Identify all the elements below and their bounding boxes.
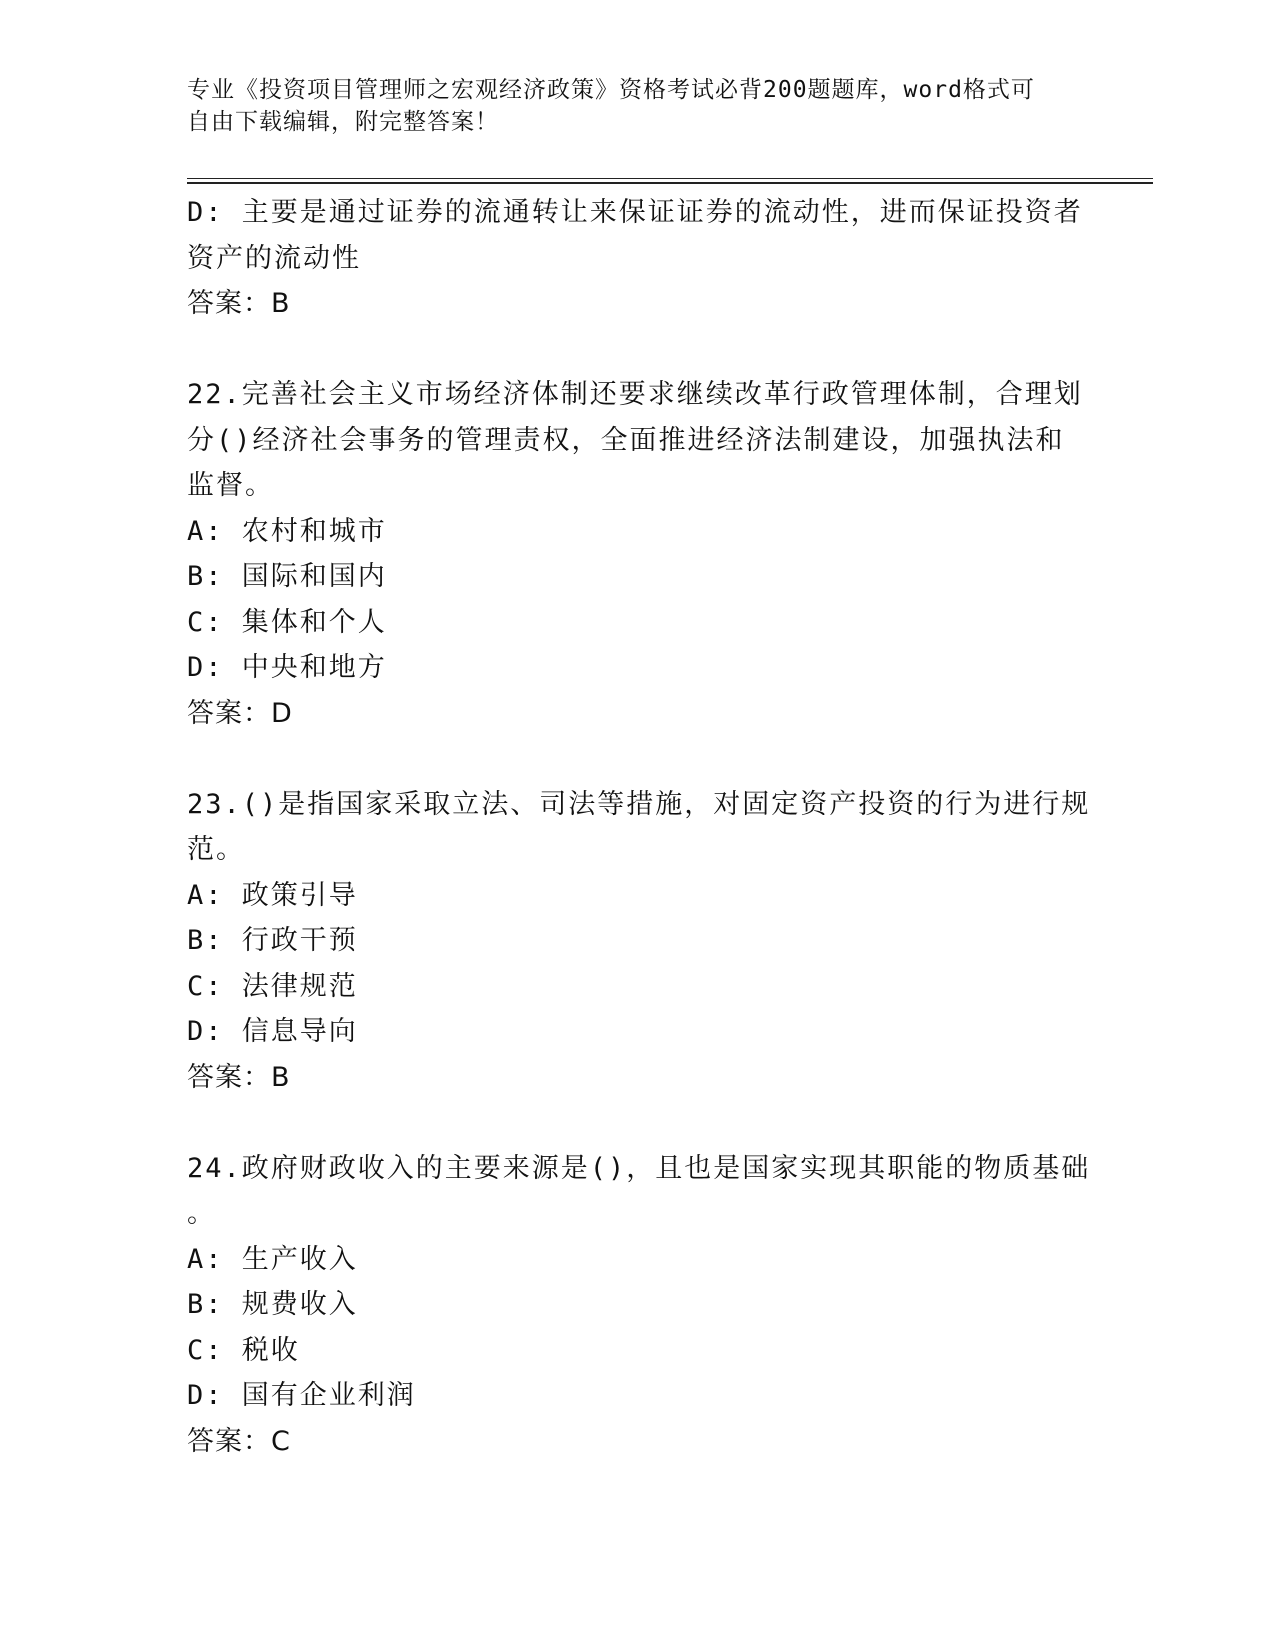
option-c: C: 法律规范 (187, 970, 358, 1002)
spacer (187, 327, 1067, 373)
option-d: D: 国有企业利润 (187, 1380, 416, 1411)
header-title-line-2: 自由下载编辑，附完整答案！ (187, 109, 499, 135)
answer-line: 答案：B (187, 1061, 291, 1093)
answer-line: 答案：B (187, 288, 291, 319)
option-a: A: 农村和城市 (187, 515, 387, 547)
spacer (187, 1100, 1067, 1146)
option-b: B: 行政干预 (187, 925, 358, 956)
option-d-line-2: 资产的流动性 (187, 242, 361, 274)
document-header (187, 74, 1067, 138)
spacer (187, 736, 1067, 782)
option-b: B: 国际和国内 (187, 561, 387, 592)
option-c: C: 集体和个人 (187, 606, 387, 638)
question-22 (187, 372, 1083, 736)
question-21-tail (187, 190, 1083, 327)
option-d-line-1: D: 主要是通过证券的流通转让来保证证券的流动性，进而保证投资者 (187, 197, 1083, 228)
question-text-line-3: 监督。 (187, 470, 274, 501)
header-divider-thick (187, 182, 1153, 184)
option-a: A: 政策引导 (187, 879, 358, 911)
question-text-line-1: 22.完善社会主义市场经济体制还要求继续改革行政管理体制，合理划 (187, 379, 1083, 410)
question-text-line-2: 范。 (187, 834, 245, 865)
header-divider-thin (187, 178, 1153, 179)
answer-line: 答案：C (187, 1425, 291, 1457)
header-title-line-1: 专业《投资项目管理师之宏观经济政策》资格考试必背200题题库，word格式可 (187, 77, 1035, 103)
option-c: C: 税收 (187, 1334, 300, 1366)
question-text-line-1: 24.政府财政收入的主要来源是()，且也是国家实现其职能的物质基础 (187, 1152, 1091, 1184)
question-24 (187, 1146, 1091, 1465)
question-text-line-1: 23.()是指国家采取立法、司法等措施，对固定资产投资的行为进行规 (187, 788, 1091, 820)
question-text-line-2: 分()经济社会事务的管理责权，全面推进经济法制建设，加强执法和 (187, 424, 1065, 456)
answer-line: 答案：D (187, 697, 293, 729)
question-content (187, 190, 1091, 1464)
question-text-line-2: 。 (187, 1198, 216, 1229)
option-a: A: 生产收入 (187, 1243, 358, 1275)
option-d: D: 信息导向 (187, 1016, 358, 1047)
option-b: B: 规费收入 (187, 1289, 358, 1320)
question-23 (187, 782, 1091, 1101)
option-d: D: 中央和地方 (187, 652, 387, 683)
